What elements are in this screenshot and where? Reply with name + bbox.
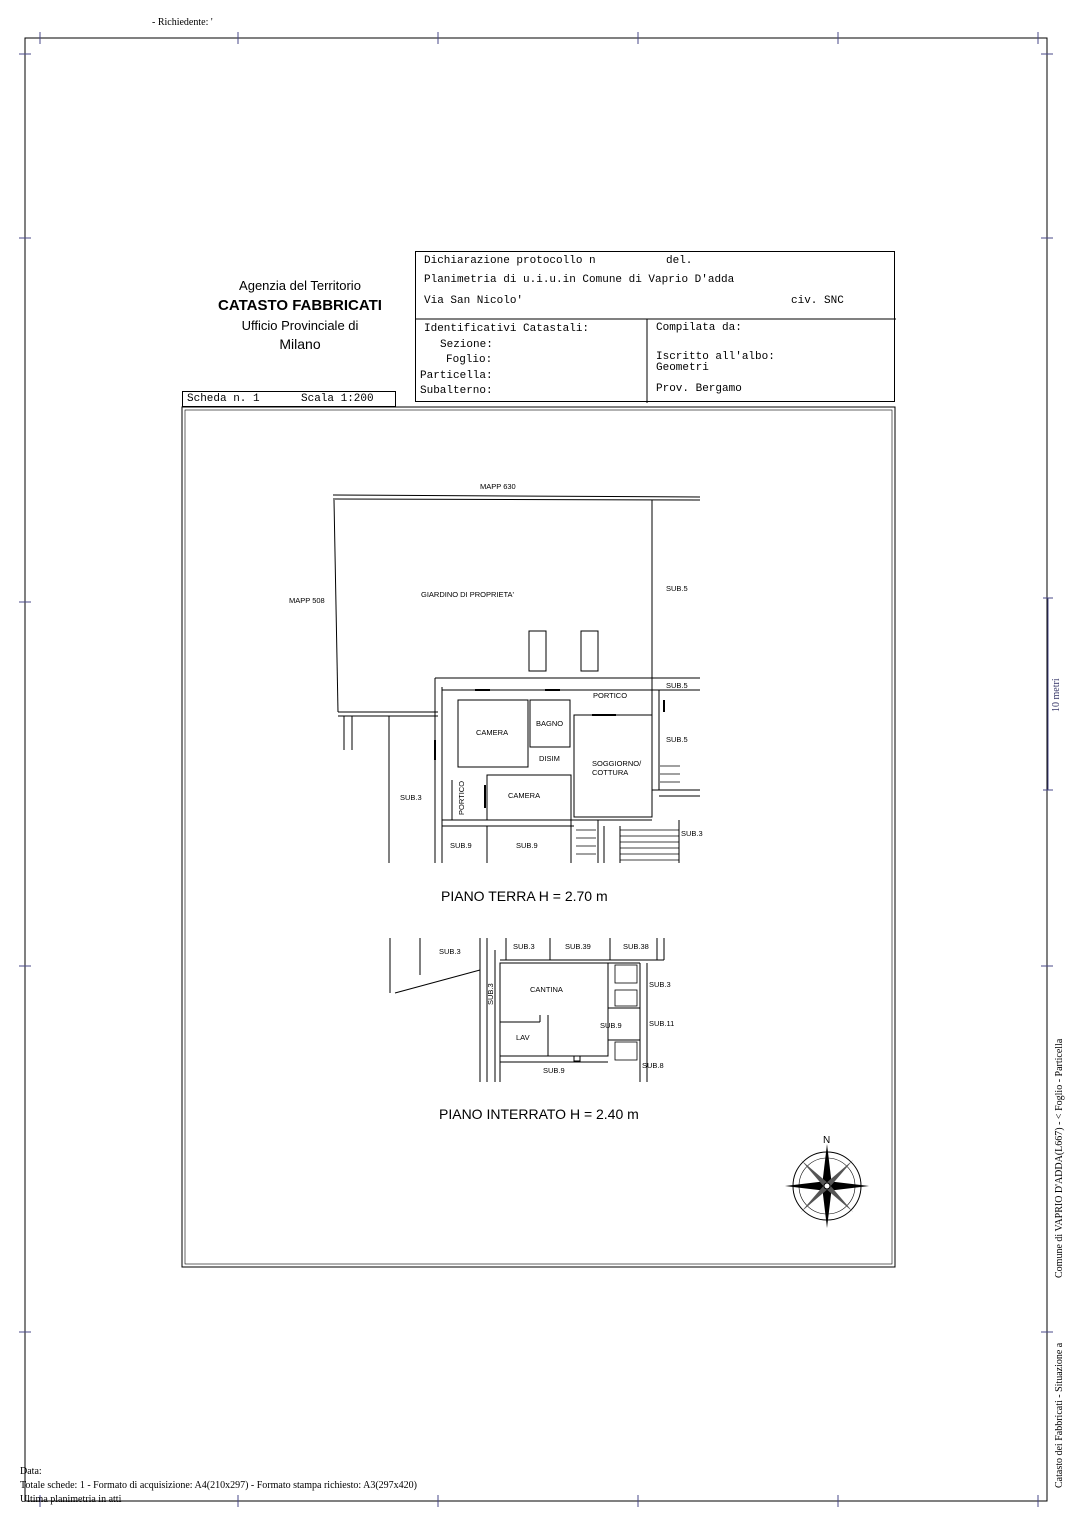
requester-line: - Richiedente: ' <box>152 17 213 28</box>
register-label: Iscritto all'albo: <box>656 351 775 363</box>
portico-top-label: PORTICO <box>593 691 628 700</box>
garden-label: GIARDINO DI PROPRIETA' <box>421 590 514 599</box>
civic-number: civ. SNC <box>791 295 844 307</box>
section-label: Sezione: <box>440 339 493 351</box>
sub-label: Subalterno: <box>420 385 493 397</box>
cantina-label: CANTINA <box>530 985 563 994</box>
parcel-label: Particella: <box>420 370 493 382</box>
mapp630-label: MAPP 630 <box>480 482 516 491</box>
camera2-label: CAMERA <box>508 791 541 800</box>
planimetry-line: Planimetria di u.i.u.in Comune di Vaprio D'adda <box>424 274 735 286</box>
sub3-right-label: SUB.3 <box>681 829 703 838</box>
soggiorno-label-1: SOGGIORNO/ <box>592 759 642 768</box>
basement-title: PIANO INTERRATO H = 2.40 m <box>439 1106 639 1122</box>
lav-label: LAV <box>516 1033 530 1042</box>
protocol-label: Dichiarazione protocollo n <box>424 255 596 267</box>
scale-bar-label: 10 metri <box>1051 678 1062 712</box>
b-sub3-vertical-label: SUB.3 <box>486 983 495 1005</box>
sheet-label: Foglio: <box>446 354 493 366</box>
portico-side-label: PORTICO <box>457 780 466 815</box>
disim-label: DISIM <box>539 754 560 763</box>
north-label: N <box>823 1135 831 1146</box>
sub9-label-b: SUB.9 <box>516 841 538 850</box>
footer-date: Data: <box>20 1466 42 1477</box>
camera1-label: CAMERA <box>476 728 509 737</box>
b-sub39-label: SUB.39 <box>565 942 591 951</box>
catasto-vertical-label: Catasto dei Fabbricati - Situazione a <box>1054 1342 1065 1488</box>
mapp508-label: MAPP 508 <box>289 596 325 605</box>
b-sub9-label-b: SUB.9 <box>543 1066 565 1075</box>
bagno-label: BAGNO <box>536 719 564 728</box>
office-label: Ufficio Provinciale di <box>241 318 359 333</box>
profession-label: Geometri <box>656 362 709 374</box>
footer-last-plan: Ultima planimetria in atti <box>20 1494 122 1505</box>
office-city: Milano <box>279 336 321 352</box>
sub5-label-a: SUB.5 <box>666 584 688 593</box>
sub3-left-label: SUB.3 <box>400 793 422 802</box>
b-sub3-label-a: SUB.3 <box>439 947 461 956</box>
b-sub8-label: SUB.8 <box>642 1061 664 1070</box>
agency-name: Agenzia del Territorio <box>239 278 361 293</box>
sub9-label-a: SUB.9 <box>450 841 472 850</box>
date-label: del. <box>666 255 693 267</box>
catasto-title: CATASTO FABBRICATI <box>218 297 382 314</box>
b-sub38-label: SUB.38 <box>623 942 649 951</box>
province-label: Prov. Bergamo <box>656 383 742 395</box>
scale-label: Scala 1:200 <box>301 393 374 405</box>
soggiorno-label-2: COTTURA <box>592 768 629 777</box>
compass-rose-icon <box>785 1144 869 1228</box>
address-line: Via San Nicolo' <box>424 295 524 307</box>
b-sub3-label-b: SUB.3 <box>513 942 535 951</box>
compiled-label: Compilata da: <box>656 322 742 334</box>
ident-title: Identificativi Catastali: <box>424 323 590 335</box>
ground-floor-title: PIANO TERRA H = 2.70 m <box>441 888 608 904</box>
comune-vertical-label: Comune di VAPRIO D'ADDA(L667) - < Foglio - Particella <box>1054 1038 1065 1278</box>
b-sub11-label: SUB.11 <box>649 1019 675 1028</box>
b-sub9-label-a: SUB.9 <box>600 1021 622 1030</box>
sub5-label-c: SUB.5 <box>666 735 688 744</box>
sheet-number: Scheda n. 1 <box>187 393 260 405</box>
footer-totals: Totale schede: 1 - Formato di acquisizione: A4(210x297) - Formato stampa richiesto: A3(297x420) <box>20 1480 417 1491</box>
sub5-label-b: SUB.5 <box>666 681 688 690</box>
b-sub3-label-c: SUB.3 <box>649 980 671 989</box>
